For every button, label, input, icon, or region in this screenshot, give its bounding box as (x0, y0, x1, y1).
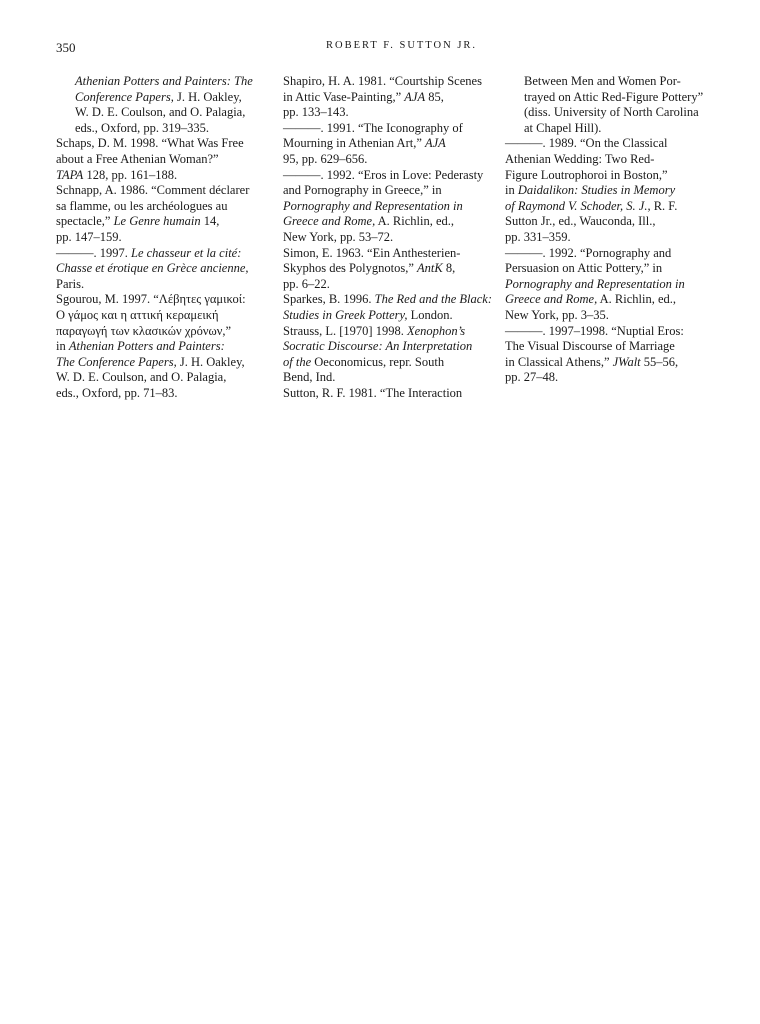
text-run: ———. 1997. (56, 245, 131, 260)
text-run: ———. 1997–1998. “Nuptial Eros: (505, 323, 684, 338)
bibliography-entry (283, 386, 495, 402)
text-run: eds., Oxford, pp. 319–335. (75, 120, 210, 135)
entry-line (524, 105, 717, 121)
entry-line (56, 167, 268, 184)
entry-line (505, 214, 717, 230)
bibliography-entry (283, 246, 495, 293)
entry-line (56, 323, 268, 340)
text-run: Sutton, R. F. 1981. “The Interaction (283, 385, 463, 400)
text-run: Between Men and Women Por- (524, 74, 681, 88)
entry-line (283, 354, 495, 371)
entry-line (56, 307, 268, 324)
entry-line (283, 136, 495, 152)
text-run: 85, (425, 89, 444, 104)
text-run: W. D. E. Coulson, and O. Palagia, (56, 370, 227, 385)
text-run: spectacle,” (56, 214, 114, 229)
entry-line (505, 370, 717, 386)
entry-line (283, 105, 495, 121)
italic-text: Daidalikon: Studies in Memory (517, 183, 676, 198)
text-run: New York, pp. 53–72. (283, 229, 394, 244)
text-run: Shapiro, H. A. 1981. “Courtship Scenes (283, 74, 482, 88)
text-run: Mourning in Athenian Art,” (283, 136, 425, 151)
entry-line (283, 245, 495, 262)
text-run: in (56, 339, 69, 354)
text-run: sa flamme, ou les archéologues au (56, 198, 228, 213)
text-run: in Attic Vase-Painting,” (283, 89, 405, 104)
text-run: pp. 331–359. (505, 229, 571, 244)
bibliography-entry (56, 246, 268, 293)
text-run: pp. 27–48. (505, 370, 559, 385)
italic-text: JWalt (612, 354, 641, 369)
bibliography-entry (283, 168, 495, 246)
text-run: New York, pp. 3–35. (505, 307, 609, 322)
italic-text: Le Genre humain (113, 214, 201, 229)
text-run: eds., Oxford, pp. 71–83. (56, 385, 178, 400)
entry-line (505, 323, 717, 340)
bibliography-entry (505, 136, 717, 245)
entry-line (505, 354, 717, 371)
entry-line (283, 214, 495, 230)
entry-line (283, 339, 495, 355)
entry-line (75, 74, 268, 90)
running-head: ROBERT F. SUTTON JR. (326, 40, 478, 51)
bibliography-column-3 (505, 74, 717, 386)
italic-text: Greece and Rome, (505, 292, 598, 307)
text-run: A. Richlin, ed., (375, 214, 455, 229)
text-run: in (505, 183, 518, 198)
entry-line (283, 198, 495, 215)
entry-line (505, 136, 717, 152)
italic-text: Pornography and Representation in (505, 276, 685, 291)
entry-line (283, 120, 495, 137)
italic-text: Conference Papers, (75, 89, 174, 104)
bibliography-entry (505, 74, 717, 136)
text-run: W. D. E. Coulson, and O. Palagia, (75, 105, 246, 120)
bibliography-entry (283, 292, 495, 323)
text-run: Oeconomicus, repr. South (311, 354, 445, 369)
entry-line (283, 74, 495, 90)
text-run: Strauss, L. [1970] 1998. (283, 323, 407, 338)
entry-line (524, 90, 717, 106)
text-run: Sutton Jr., ed., Wauconda, Ill., (505, 214, 656, 229)
italic-text: Pornography and Representation in (283, 198, 463, 213)
entry-line (283, 276, 495, 293)
text-run: ———. 1989. “On the Classical (505, 136, 668, 151)
bibliography-entry (283, 74, 495, 121)
italic-text: Studies in Greek Pottery, (283, 307, 408, 322)
entry-line (524, 121, 717, 137)
text-run: 14, (200, 214, 220, 229)
italic-text: The Conference Papers, (56, 354, 177, 369)
bibliography-entry (56, 74, 268, 136)
text-run: Bend, Ind. (283, 370, 336, 385)
text-run: R. F. (650, 198, 678, 213)
bibliography-entry (283, 324, 495, 386)
text-run: J. H. Oakley, (173, 89, 242, 104)
text-run: pp. 133–143. (283, 105, 349, 120)
text-run: at Chapel Hill). (524, 120, 602, 135)
entry-line (283, 229, 495, 246)
bibliography-entry (505, 324, 717, 386)
entry-line (283, 183, 495, 199)
entry-line (283, 261, 495, 277)
entry-line (505, 261, 717, 277)
entry-line (56, 261, 268, 277)
text-run: Sparkes, B. 1996. (283, 292, 375, 307)
italic-text: of Raymond V. Schoder, S. J., (505, 198, 651, 213)
entry-line (505, 229, 717, 246)
text-run: Figure Loutrophoroi in Boston,” (505, 167, 668, 182)
entry-line (283, 370, 495, 386)
entry-line (505, 245, 717, 262)
text-run: pp. 6–22. (283, 276, 330, 291)
bibliography-entry (56, 292, 268, 401)
entry-line (283, 151, 495, 168)
bibliography-column-1 (56, 74, 268, 401)
text-run: Sgourou, M. 1997. “Λέβητες γαμικοί: (56, 292, 246, 307)
entry-line (56, 183, 268, 199)
entry-line (56, 136, 268, 152)
entry-line (505, 151, 717, 168)
entry-line (505, 292, 717, 308)
text-run: Simon, E. 1963. “Ein Anthesterien- (283, 245, 461, 260)
text-run: 55–56, (640, 354, 679, 369)
text-run: The Visual Discourse of Marriage (505, 339, 675, 354)
entry-line (505, 339, 717, 355)
entry-line (283, 385, 495, 402)
bibliography-entry (56, 183, 268, 245)
entry-line (505, 276, 717, 293)
bibliography-entry (505, 246, 717, 324)
italic-text: AJA (404, 89, 426, 104)
text-run: London. (407, 307, 453, 322)
text-run: ———. 1991. “The Iconography of (283, 120, 463, 135)
text-run: pp. 147–159. (56, 229, 122, 244)
entry-line (56, 229, 268, 246)
entry-line (75, 90, 268, 106)
entry-line (56, 292, 268, 308)
page-number: 350 (56, 40, 76, 55)
italic-text: The Red and the Black: (374, 292, 492, 307)
text-run: Ο γάμος και η αττική κεραμεική (56, 307, 219, 322)
entry-line (75, 121, 268, 137)
text-run: Schnapp, A. 1986. “Comment déclarer (56, 183, 250, 198)
entry-line (283, 89, 495, 106)
text-run: Athenian Wedding: Two Red- (505, 151, 655, 166)
bibliography-column-2 (283, 74, 495, 401)
bibliography-entry (56, 136, 268, 183)
italic-text: AntK (417, 261, 443, 276)
italic-text: AJA (425, 136, 446, 151)
entry-line (56, 354, 268, 371)
entry-line (283, 307, 495, 324)
text-run: J. H. Oakley, (176, 354, 245, 369)
text-run: 95, pp. 629–656. (283, 151, 368, 166)
italic-text: TAPA (56, 167, 84, 182)
text-run: (diss. University of North Carolina (524, 105, 699, 120)
text-run: Persuasion on Attic Pottery,” in (505, 261, 663, 276)
text-run: about a Free Athenian Woman?” (56, 151, 219, 166)
italic-text: Socratic Discourse: An Interpretation (283, 339, 473, 354)
entry-line (505, 198, 717, 215)
text-run: in Classical Athens,” (505, 354, 613, 369)
text-run: and Pornography in Greece,” in (283, 183, 442, 198)
text-run: ———. 1992. “Pornography and (505, 245, 672, 260)
italic-text: Le chasseur et la cité: (131, 245, 242, 260)
text-run: Schaps, D. M. 1998. “What Was Free (56, 136, 244, 151)
text-run: Skyphos des Polygnotos,” (283, 261, 418, 276)
text-run: 8, (442, 261, 456, 276)
entry-line (505, 183, 717, 199)
italic-text: Greece and Rome, (283, 214, 376, 229)
entry-line (505, 307, 717, 324)
entry-line (283, 292, 495, 308)
entry-line (75, 105, 268, 121)
entry-line (56, 214, 268, 230)
italic-text: Athenian Potters and Painters: The (75, 74, 253, 88)
bibliography-entry (283, 121, 495, 168)
entry-line (524, 74, 717, 90)
entry-line (283, 323, 495, 340)
entry-line (56, 370, 268, 386)
text-run: trayed on Attic Red-Figure Pottery” (524, 89, 704, 104)
entry-line (56, 245, 268, 262)
entry-line (56, 339, 268, 355)
italic-text: Chasse et érotique en Grèce ancienne, (56, 261, 249, 276)
entry-line (505, 167, 717, 184)
italic-text: Athenian Potters and Painters: (68, 339, 225, 354)
text-run: A. Richlin, ed., (597, 292, 677, 307)
text-run: 128, pp. 161–188. (83, 167, 178, 182)
entry-line (56, 385, 268, 402)
entry-line (283, 167, 495, 184)
entry-line (56, 276, 268, 293)
entry-line (56, 198, 268, 215)
text-run: Paris. (56, 276, 85, 291)
italic-text: of the (283, 354, 312, 369)
italic-text: Xenophon’s (406, 323, 466, 338)
text-run: παραγωγή των κλασικών χρόνων,” (56, 323, 232, 338)
text-run: ———. 1992. “Eros in Love: Pederasty (283, 167, 484, 182)
entry-line (56, 151, 268, 168)
